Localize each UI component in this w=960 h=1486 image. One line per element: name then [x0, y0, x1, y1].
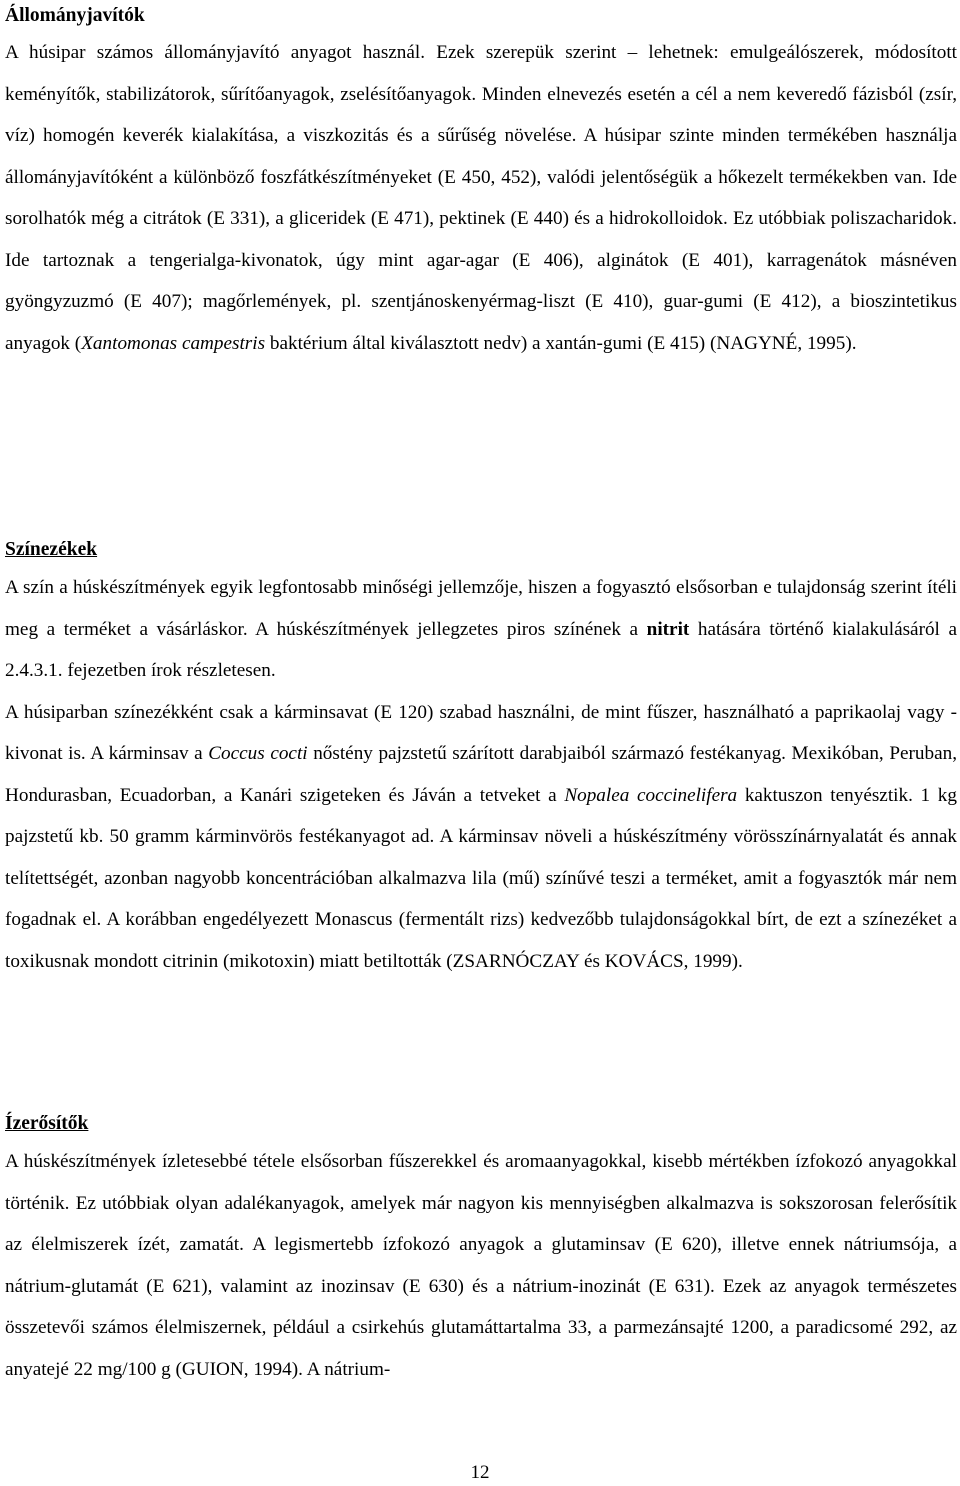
paragraph-text: baktérium által kiválasztott nedv) a xantán-gumi (E 415) (NAGYNÉ, 1995).	[265, 332, 857, 354]
section-title-szinezekek: Színezékek	[5, 539, 98, 560]
paragraph-allomanyjavitok	[5, 32, 957, 364]
section-izerositok	[5, 1109, 957, 1390]
page-number: 12	[470, 1462, 490, 1483]
paragraph-text: A húsipar számos állományjavító anyagot használ. Ezek szerepük szerint – lehetnek: emulgeálószerek, módosított keményítők, stabilizátorok, sűrítőanyagok, zselésítőanyagok. Minden elnevezés esetén a cél a nem keveredő fázisból (zsír, víz) homogén keverék kialakítása, a viszkozitás és a sűrűség növelése. A húsipar szinte minden termékében használja állományjavítóként a különböző foszfátkészítményeket (E 450, 452), valódi jelentőségük a hőkezelt termékekben van. Ide sorolhatók még a citrátok (E 331), a gliceridek (E 471), pektinek (E 440) és a hidrokolloidok. Ez utóbbiak poliszacharidok. Ide tartoznak a tengerialga-kivonatok, úgy mint agar-agar (E 406), alginátok (E 401), karragenátok másnéven gyöngyzuzmó (E 407); magőrlemények, pl. szentjánoskenyérmag-liszt (E 410), guar-gumi (E 412), a bioszintetikus anyagok (	[5, 42, 957, 354]
species-name-italic: Coccus cocti	[208, 743, 308, 764]
section-title-izerositok: Ízerősítők	[5, 1113, 89, 1134]
section-title-allomanyjavitok: Állományjavítók	[5, 5, 145, 26]
bold-term-nitrit: nitrit	[646, 618, 690, 640]
paragraph-szinezekek-2	[5, 692, 957, 983]
paragraph-text: hatására történő kialakulásáról a 2.4.3.1. fejezetben írok részletesen.	[5, 618, 957, 681]
paragraph-text: A szín a húskészítmények egyik legfontosabb minőségi jellemzője, hiszen a fogyasztó elsősorban e tulajdonság szerint ítéli meg a terméket a vásárláskor. A húskészítmények jellegzetes piros színének a	[5, 577, 957, 640]
paragraph-izerositok: A húskészítmények ízletesebbé tétele elsősorban fűszerekkel és aromaanyagokkal, kisebb mértékben ízfokozó anyagokkal történik. Ez utóbbiak olyan adalékanyagok, amelyek már nagyon kis mennyiségben alkalmazva is sokszorosan felerősítik az élelmiszerek ízét, zamatát. A legismertebb ízfokozó anyagok a glutaminsav (E 620), illetve ennek nátriumsója, a nátrium-glutamát (E 621), valamint az inozinsav (E 630) és a nátrium-inozinát (E 631). Ezek az anyagok természetes összetevői számos élelmiszernek, például a csirkehús glutamáttartalma 33, a parmezánsajté 1200, a paradicsomé 292, az anyatejé 22 mg/100 g (GUION, 1994). A nátrium-	[5, 1151, 957, 1380]
section-allomanyjavitok	[5, 0, 957, 364]
paragraph-text: kaktuszon tenyésztik. 1 kg pajzstetű kb. 50 gramm kárminvörös festékanyagot ad. A kárminsav növeli a húskészítmény vörösszínárnyalatát és annak telítettségét, azonban nagyobb koncentrációban alkalmazva lila (mű) színűvé teszi a terméket, amit a fogyasztók már nem fogadnak el. A korábban engedélyezett Monascus (fermentált rizs) kedvezőbb tulajdonságokkal bírt, de ezt a színezéket a toxikusnak mondott citrinin (mikotoxin) miatt betiltották (ZSARNÓCZAY és KOVÁCS, 1999).	[5, 784, 957, 972]
paragraph-szinezekek-1	[5, 567, 957, 692]
paragraph-text: A húsiparban színezékként csak a kárminsavat (E 120) szabad használni, de mint fűszer, használható a paprikaolaj vagy -kivonat is. A kárminsav a	[5, 701, 957, 764]
paragraph-text: nőstény pajzstetű szárított darabjaiból származó festékanyag. Mexikóban, Peruban, Hondurasban, Ecuadorban, a Kanári szigeteken és Jáván a tetveket a	[5, 743, 957, 806]
section-szinezekek	[5, 535, 957, 982]
species-name-italic: Nopalea coccinelifera	[564, 784, 738, 806]
species-name-italic: Xantomonas campestris	[81, 332, 266, 354]
